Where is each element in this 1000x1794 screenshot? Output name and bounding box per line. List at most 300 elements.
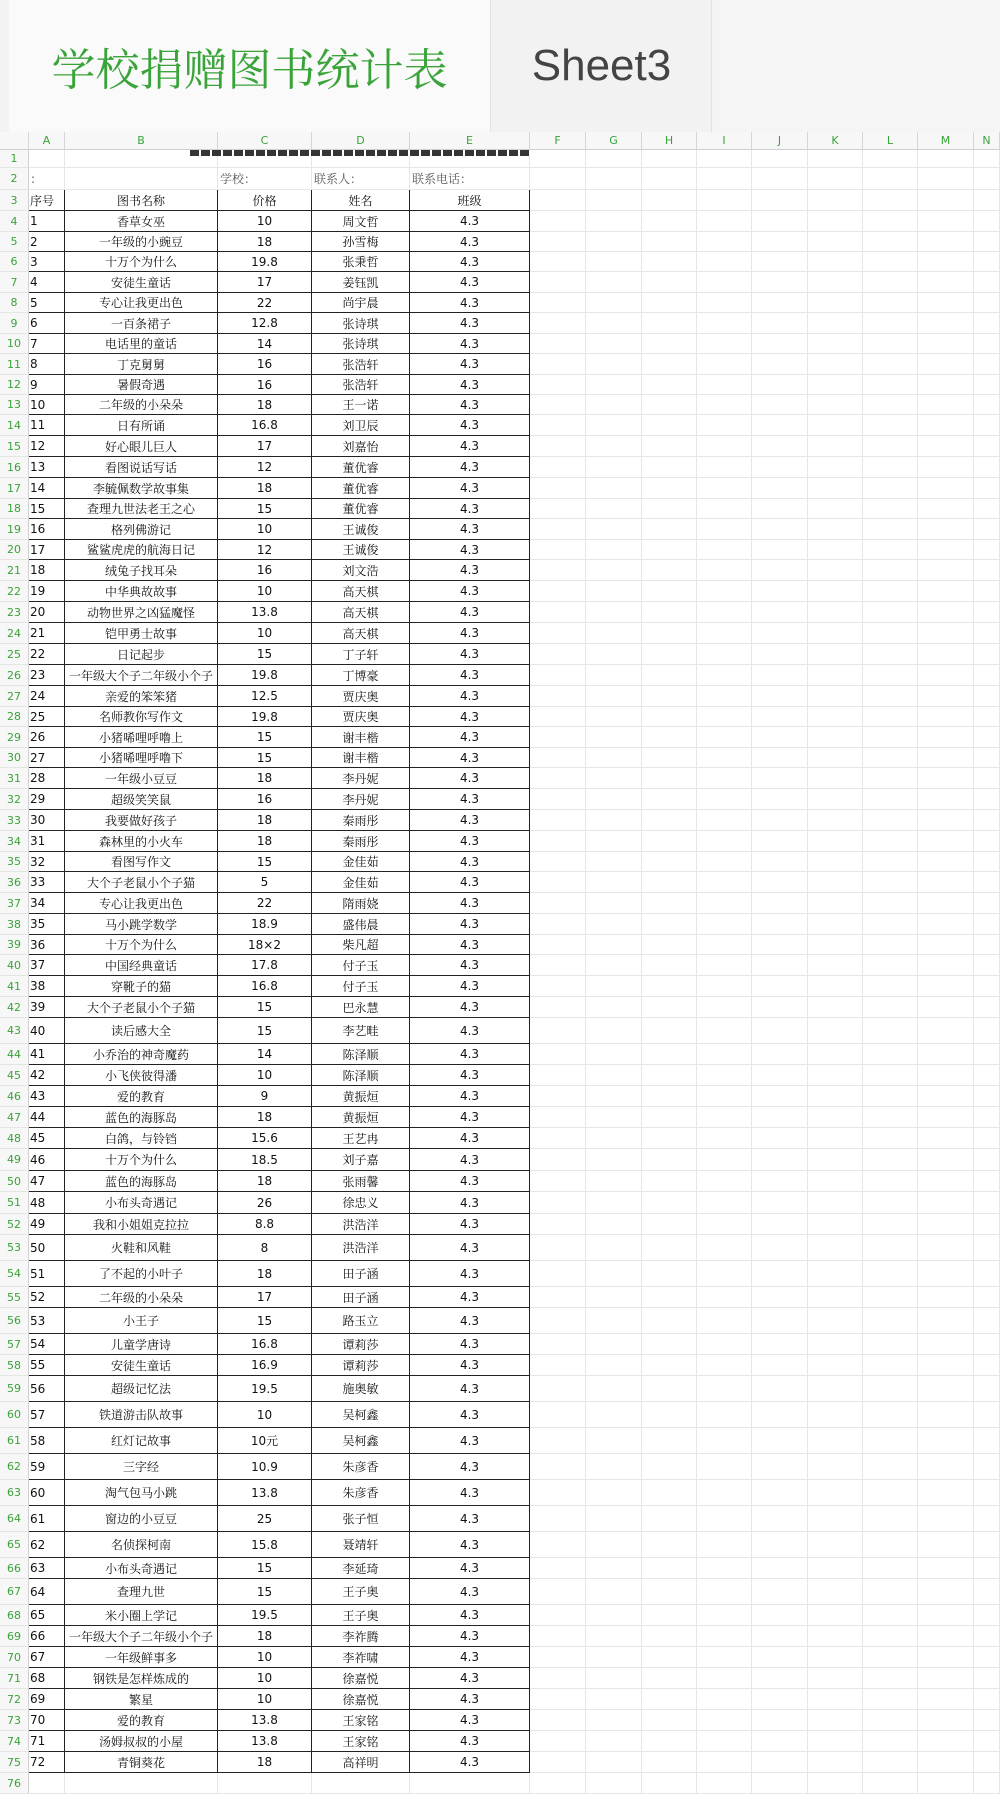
cell[interactable] <box>530 1480 586 1506</box>
cell[interactable] <box>863 1506 918 1532</box>
cell[interactable] <box>642 1287 697 1308</box>
cell[interactable] <box>530 272 586 293</box>
cell[interactable] <box>752 1752 808 1773</box>
cell[interactable] <box>586 665 642 686</box>
cell[interactable] <box>642 976 697 997</box>
cell[interactable] <box>974 1287 1000 1308</box>
cell[interactable] <box>697 1261 752 1287</box>
cell[interactable] <box>586 1107 642 1128</box>
cell[interactable] <box>918 313 974 334</box>
cell[interactable] <box>530 976 586 997</box>
cell[interactable] <box>586 211 642 232</box>
cell[interactable] <box>918 334 974 354</box>
cell[interactable] <box>530 1710 586 1731</box>
cell-seq[interactable]: 63 <box>29 1558 65 1579</box>
cell[interactable] <box>530 1261 586 1287</box>
row-header[interactable]: 73 <box>0 1710 29 1731</box>
row-header[interactable]: 65 <box>0 1532 29 1558</box>
cell-class[interactable]: 4.3 <box>410 768 530 789</box>
cell-class[interactable]: 4.3 <box>410 293 530 313</box>
cell[interactable] <box>863 768 918 789</box>
cell[interactable] <box>974 1428 1000 1454</box>
cell[interactable] <box>863 1308 918 1334</box>
cell-name[interactable]: 姓名 <box>312 190 410 211</box>
cell[interactable] <box>697 540 752 560</box>
cell[interactable] <box>586 293 642 313</box>
cell[interactable] <box>974 1647 1000 1668</box>
cell[interactable] <box>642 293 697 313</box>
cell[interactable] <box>808 893 863 914</box>
cell-seq[interactable]: 1 <box>29 211 65 232</box>
cell[interactable] <box>918 1261 974 1287</box>
cell-seq[interactable]: 60 <box>29 1480 65 1506</box>
cell-book-name[interactable]: 十万个为什么 <box>65 1149 218 1171</box>
cell[interactable] <box>863 1018 918 1044</box>
cell[interactable] <box>586 354 642 375</box>
row-header[interactable]: 68 <box>0 1605 29 1626</box>
cell[interactable] <box>530 1668 586 1689</box>
cell[interactable] <box>697 1752 752 1773</box>
cell[interactable] <box>863 560 918 581</box>
cell-book-name[interactable]: 铠甲勇士故事 <box>65 623 218 644</box>
cell[interactable] <box>530 1558 586 1579</box>
row-header[interactable]: 58 <box>0 1355 29 1376</box>
row-header[interactable]: 19 <box>0 519 29 540</box>
cell[interactable] <box>752 1086 808 1107</box>
cell[interactable] <box>918 914 974 935</box>
cell[interactable] <box>974 1626 1000 1647</box>
cell-class[interactable]: 4.3 <box>410 997 530 1018</box>
row-header[interactable]: 43 <box>0 1018 29 1044</box>
cell[interactable] <box>808 955 863 976</box>
cell-class[interactable]: 4.3 <box>410 707 530 727</box>
row-header[interactable]: 5 <box>0 232 29 252</box>
cell[interactable] <box>586 602 642 623</box>
cell[interactable] <box>642 935 697 955</box>
cell[interactable] <box>808 252 863 272</box>
cell[interactable] <box>863 272 918 293</box>
cell-book-name[interactable]: 绒兔子找耳朵 <box>65 560 218 581</box>
column-header-f[interactable]: F <box>530 132 586 149</box>
cell[interactable] <box>863 1149 918 1171</box>
cell-name[interactable]: 王子奥 <box>312 1605 410 1626</box>
cell[interactable] <box>752 665 808 686</box>
cell[interactable] <box>752 1308 808 1334</box>
cell-price[interactable]: 15 <box>218 852 312 872</box>
cell[interactable] <box>642 1402 697 1428</box>
cell-seq[interactable]: 66 <box>29 1626 65 1647</box>
cell-class[interactable]: 4.3 <box>410 1065 530 1086</box>
cell[interactable] <box>974 623 1000 644</box>
cell-book-name[interactable]: 暑假奇遇 <box>65 375 218 395</box>
cell[interactable] <box>863 707 918 727</box>
cell-name[interactable]: 董优睿 <box>312 457 410 478</box>
cell[interactable] <box>863 313 918 334</box>
cell[interactable] <box>808 1086 863 1107</box>
cell[interactable] <box>808 375 863 395</box>
cell-name[interactable]: 施奥敏 <box>312 1376 410 1402</box>
cell-name[interactable]: 朱彦香 <box>312 1454 410 1480</box>
cell-class[interactable]: 4.3 <box>410 748 530 768</box>
cell[interactable] <box>530 519 586 540</box>
cell-class[interactable]: 4.3 <box>410 1689 530 1710</box>
row-header[interactable]: 13 <box>0 395 29 415</box>
cell[interactable] <box>974 1192 1000 1214</box>
cell[interactable] <box>752 644 808 665</box>
cell-book-name[interactable]: 专心让我更出色 <box>65 293 218 313</box>
cell[interactable] <box>863 1128 918 1149</box>
cell[interactable] <box>752 1261 808 1287</box>
cell[interactable] <box>642 457 697 478</box>
cell-book-name[interactable]: 窗边的小豆豆 <box>65 1506 218 1532</box>
cell-price[interactable]: 17.8 <box>218 955 312 976</box>
cell[interactable] <box>642 810 697 831</box>
row-header[interactable]: 11 <box>0 354 29 375</box>
cell-book-name[interactable]: 蓝色的海豚岛 <box>65 1171 218 1192</box>
row-header[interactable]: 63 <box>0 1480 29 1506</box>
row-header[interactable]: 4 <box>0 211 29 232</box>
cell[interactable] <box>863 686 918 707</box>
cell-class[interactable]: 4.3 <box>410 1355 530 1376</box>
cell[interactable] <box>697 1773 752 1794</box>
cell-name[interactable]: 盛伟晨 <box>312 914 410 935</box>
cell[interactable] <box>808 727 863 748</box>
cell-class[interactable]: 4.3 <box>410 581 530 602</box>
column-header-n[interactable]: N <box>974 132 1000 149</box>
cell[interactable] <box>642 272 697 293</box>
row-header[interactable]: 21 <box>0 560 29 581</box>
cell[interactable] <box>863 789 918 810</box>
cell[interactable] <box>918 1171 974 1192</box>
cell[interactable] <box>863 1579 918 1605</box>
cell-book-name[interactable]: 安徒生童话 <box>65 1355 218 1376</box>
cell-price[interactable]: 22 <box>218 893 312 914</box>
cell-price[interactable]: 8.8 <box>218 1214 312 1235</box>
cell[interactable] <box>752 872 808 893</box>
cell-name[interactable]: 高天棋 <box>312 602 410 623</box>
cell[interactable] <box>863 1647 918 1668</box>
cell-book-name[interactable]: 香草女巫 <box>65 211 218 232</box>
cell-name[interactable]: 黄振烜 <box>312 1107 410 1128</box>
cell[interactable] <box>697 190 752 211</box>
cell-name[interactable]: 王一诺 <box>312 395 410 415</box>
cell[interactable] <box>586 519 642 540</box>
cell[interactable] <box>697 727 752 748</box>
cell[interactable] <box>808 1532 863 1558</box>
cell-price[interactable]: 15 <box>218 1308 312 1334</box>
cell-book-name[interactable]: 图书名称 <box>65 190 218 211</box>
row-header[interactable]: 3 <box>0 190 29 211</box>
cell[interactable] <box>586 1428 642 1454</box>
cell-seq[interactable]: 6 <box>29 313 65 334</box>
cell[interactable] <box>586 707 642 727</box>
cell[interactable] <box>752 519 808 540</box>
cell-price[interactable]: 学校： <box>218 168 312 190</box>
cell-seq[interactable]: 9 <box>29 375 65 395</box>
cell[interactable] <box>918 623 974 644</box>
cell[interactable] <box>974 415 1000 436</box>
cell[interactable] <box>863 665 918 686</box>
cell[interactable] <box>974 644 1000 665</box>
cell[interactable] <box>808 686 863 707</box>
cell-name[interactable]: 张诗琪 <box>312 334 410 354</box>
cell[interactable] <box>918 686 974 707</box>
cell-name[interactable]: 柴凡超 <box>312 935 410 955</box>
cell-book-name[interactable]: 专心让我更出色 <box>65 893 218 914</box>
cell[interactable] <box>808 768 863 789</box>
cell[interactable] <box>808 334 863 354</box>
cell[interactable] <box>697 334 752 354</box>
cell[interactable] <box>863 1235 918 1261</box>
cell-price[interactable]: 17 <box>218 436 312 457</box>
cell[interactable] <box>642 581 697 602</box>
cell[interactable] <box>530 748 586 768</box>
cell[interactable] <box>530 1086 586 1107</box>
cell[interactable] <box>918 872 974 893</box>
cell[interactable] <box>530 1214 586 1235</box>
cell[interactable] <box>586 1402 642 1428</box>
cell[interactable] <box>586 1261 642 1287</box>
cell[interactable] <box>697 168 752 190</box>
cell-seq[interactable]: 69 <box>29 1689 65 1710</box>
cell[interactable] <box>863 457 918 478</box>
cell-class[interactable]: 4.3 <box>410 1558 530 1579</box>
cell[interactable] <box>808 436 863 457</box>
cell[interactable] <box>530 623 586 644</box>
row-header[interactable]: 15 <box>0 436 29 457</box>
row-header[interactable]: 51 <box>0 1192 29 1214</box>
cell-book-name[interactable] <box>65 1773 218 1794</box>
cell-name[interactable]: 姜钰凯 <box>312 272 410 293</box>
cell-seq[interactable]: 15 <box>29 499 65 519</box>
cell-class[interactable]: 4.3 <box>410 955 530 976</box>
cell[interactable] <box>918 1579 974 1605</box>
cell[interactable] <box>808 581 863 602</box>
cell-class[interactable]: 4.3 <box>410 1308 530 1334</box>
cell[interactable] <box>808 1689 863 1710</box>
cell-name[interactable]: 刘嘉怡 <box>312 436 410 457</box>
cell-book-name[interactable]: 看图说话写话 <box>65 457 218 478</box>
cell[interactable] <box>863 334 918 354</box>
row-header[interactable]: 47 <box>0 1107 29 1128</box>
cell[interactable] <box>697 1018 752 1044</box>
cell-book-name[interactable]: 一年级鲜事多 <box>65 1647 218 1668</box>
cell[interactable] <box>697 935 752 955</box>
cell[interactable] <box>808 168 863 190</box>
cell-seq[interactable] <box>29 150 65 168</box>
cell[interactable] <box>974 707 1000 727</box>
cell-price[interactable]: 15 <box>218 644 312 665</box>
cell-class[interactable]: 4.3 <box>410 1376 530 1402</box>
cell-seq[interactable]: 34 <box>29 893 65 914</box>
cell-name[interactable]: 李祚腾 <box>312 1626 410 1647</box>
cell[interactable] <box>808 540 863 560</box>
cell[interactable] <box>642 1480 697 1506</box>
cell[interactable] <box>863 852 918 872</box>
cell[interactable] <box>918 644 974 665</box>
cell[interactable] <box>918 955 974 976</box>
cell[interactable] <box>530 1107 586 1128</box>
cell-book-name[interactable]: 小猪唏哩呼噜上 <box>65 727 218 748</box>
cell[interactable] <box>752 727 808 748</box>
cell-price[interactable]: 18 <box>218 478 312 499</box>
cell[interactable] <box>808 1752 863 1773</box>
cell[interactable] <box>863 1334 918 1355</box>
cell-seq[interactable]: 27 <box>29 748 65 768</box>
cell-price[interactable]: 18 <box>218 1171 312 1192</box>
cell[interactable] <box>974 211 1000 232</box>
cell[interactable] <box>586 852 642 872</box>
cell-name[interactable]: 张子恒 <box>312 1506 410 1532</box>
cell-class[interactable]: 4.3 <box>410 232 530 252</box>
cell-seq[interactable]: 49 <box>29 1214 65 1235</box>
cell-seq[interactable]: 47 <box>29 1171 65 1192</box>
cell[interactable] <box>530 1149 586 1171</box>
cell[interactable] <box>586 1454 642 1480</box>
cell[interactable] <box>697 252 752 272</box>
cell[interactable] <box>808 293 863 313</box>
cell[interactable] <box>974 1558 1000 1579</box>
cell[interactable] <box>642 354 697 375</box>
column-header-k[interactable]: K <box>808 132 863 149</box>
cell[interactable] <box>530 1192 586 1214</box>
cell[interactable] <box>530 1018 586 1044</box>
cell[interactable] <box>586 1308 642 1334</box>
cell[interactable] <box>918 581 974 602</box>
cell[interactable] <box>530 395 586 415</box>
row-header[interactable]: 72 <box>0 1689 29 1710</box>
cell-price[interactable]: 10 <box>218 1689 312 1710</box>
row-header[interactable]: 12 <box>0 375 29 395</box>
cell[interactable] <box>530 581 586 602</box>
cell-name[interactable]: 贾庆奥 <box>312 707 410 727</box>
cell-book-name[interactable]: 格列佛游记 <box>65 519 218 540</box>
cell-book-name[interactable]: 铁道游击队故事 <box>65 1402 218 1428</box>
cell-seq[interactable]: 39 <box>29 997 65 1018</box>
row-header[interactable]: 25 <box>0 644 29 665</box>
cell[interactable] <box>808 1355 863 1376</box>
cell-seq[interactable]: 28 <box>29 768 65 789</box>
cell-class[interactable]: 4.3 <box>410 457 530 478</box>
cell-seq[interactable]: 4 <box>29 272 65 293</box>
cell[interactable] <box>918 768 974 789</box>
cell-book-name[interactable]: 动物世界之凶猛魔怪 <box>65 602 218 623</box>
cell[interactable] <box>697 1689 752 1710</box>
cell[interactable] <box>918 831 974 852</box>
cell-price[interactable]: 26 <box>218 1192 312 1214</box>
cell-class[interactable]: 4.3 <box>410 1214 530 1235</box>
cell-price[interactable]: 10 <box>218 1647 312 1668</box>
cell-price[interactable]: 12 <box>218 457 312 478</box>
cell[interactable] <box>808 810 863 831</box>
cell[interactable] <box>974 1454 1000 1480</box>
cell[interactable] <box>697 768 752 789</box>
cell[interactable] <box>863 540 918 560</box>
cell[interactable] <box>808 1647 863 1668</box>
cell[interactable] <box>697 1376 752 1402</box>
cell[interactable] <box>918 1558 974 1579</box>
row-header[interactable]: 57 <box>0 1334 29 1355</box>
row-header[interactable]: 7 <box>0 272 29 293</box>
cell[interactable] <box>642 1214 697 1235</box>
cell-book-name[interactable]: 丁克舅舅 <box>65 354 218 375</box>
cell[interactable] <box>586 395 642 415</box>
cell[interactable] <box>808 1171 863 1192</box>
cell-class[interactable]: 4.3 <box>410 499 530 519</box>
cell[interactable] <box>697 831 752 852</box>
cell-book-name[interactable]: 小王子 <box>65 1308 218 1334</box>
cell[interactable] <box>808 1287 863 1308</box>
cell[interactable] <box>642 1107 697 1128</box>
cell[interactable] <box>530 1506 586 1532</box>
cell[interactable] <box>863 1355 918 1376</box>
cell[interactable] <box>586 1532 642 1558</box>
cell[interactable] <box>918 540 974 560</box>
cell[interactable] <box>697 1428 752 1454</box>
cell-book-name[interactable]: 名师教你写作文 <box>65 707 218 727</box>
cell[interactable] <box>530 1731 586 1752</box>
cell[interactable] <box>918 1506 974 1532</box>
cell-name[interactable]: 王诚俊 <box>312 519 410 540</box>
cell-price[interactable]: 22 <box>218 293 312 313</box>
cell[interactable] <box>808 1454 863 1480</box>
cell-class[interactable]: 4.3 <box>410 1334 530 1355</box>
cell[interactable] <box>530 955 586 976</box>
cell-price[interactable]: 18 <box>218 1261 312 1287</box>
cell[interactable] <box>642 1773 697 1794</box>
cell-book-name[interactable]: 蓝色的海豚岛 <box>65 1107 218 1128</box>
row-header[interactable]: 74 <box>0 1731 29 1752</box>
cell[interactable] <box>752 1689 808 1710</box>
cell[interactable] <box>586 1605 642 1626</box>
cell-name[interactable]: 联系人： <box>312 168 410 190</box>
cell[interactable] <box>586 375 642 395</box>
cell[interactable] <box>974 293 1000 313</box>
cell[interactable] <box>642 375 697 395</box>
cell[interactable] <box>642 334 697 354</box>
cell[interactable] <box>697 955 752 976</box>
cell[interactable] <box>642 1454 697 1480</box>
cell[interactable] <box>863 893 918 914</box>
cell[interactable] <box>974 914 1000 935</box>
cell[interactable] <box>863 1214 918 1235</box>
select-all-corner[interactable] <box>0 132 29 149</box>
cell[interactable] <box>808 1579 863 1605</box>
cell[interactable] <box>918 852 974 872</box>
cell[interactable] <box>752 313 808 334</box>
cell-name[interactable]: 李艺畦 <box>312 1018 410 1044</box>
cell[interactable] <box>863 293 918 313</box>
cell[interactable] <box>642 1128 697 1149</box>
cell-name[interactable]: 刘子嘉 <box>312 1149 410 1171</box>
cell-class[interactable]: 4.3 <box>410 1668 530 1689</box>
row-header[interactable]: 56 <box>0 1308 29 1334</box>
cell-name[interactable]: 张秉哲 <box>312 252 410 272</box>
cell[interactable] <box>530 478 586 499</box>
cell-class[interactable]: 4.3 <box>410 872 530 893</box>
cell[interactable] <box>586 644 642 665</box>
cell[interactable] <box>808 789 863 810</box>
cell[interactable] <box>863 581 918 602</box>
cell[interactable] <box>697 1626 752 1647</box>
cell[interactable] <box>642 789 697 810</box>
cell[interactable] <box>808 1506 863 1532</box>
cell[interactable] <box>974 748 1000 768</box>
cell[interactable] <box>752 232 808 252</box>
cell[interactable] <box>918 1355 974 1376</box>
row-header[interactable]: 71 <box>0 1668 29 1689</box>
cell[interactable] <box>752 748 808 768</box>
